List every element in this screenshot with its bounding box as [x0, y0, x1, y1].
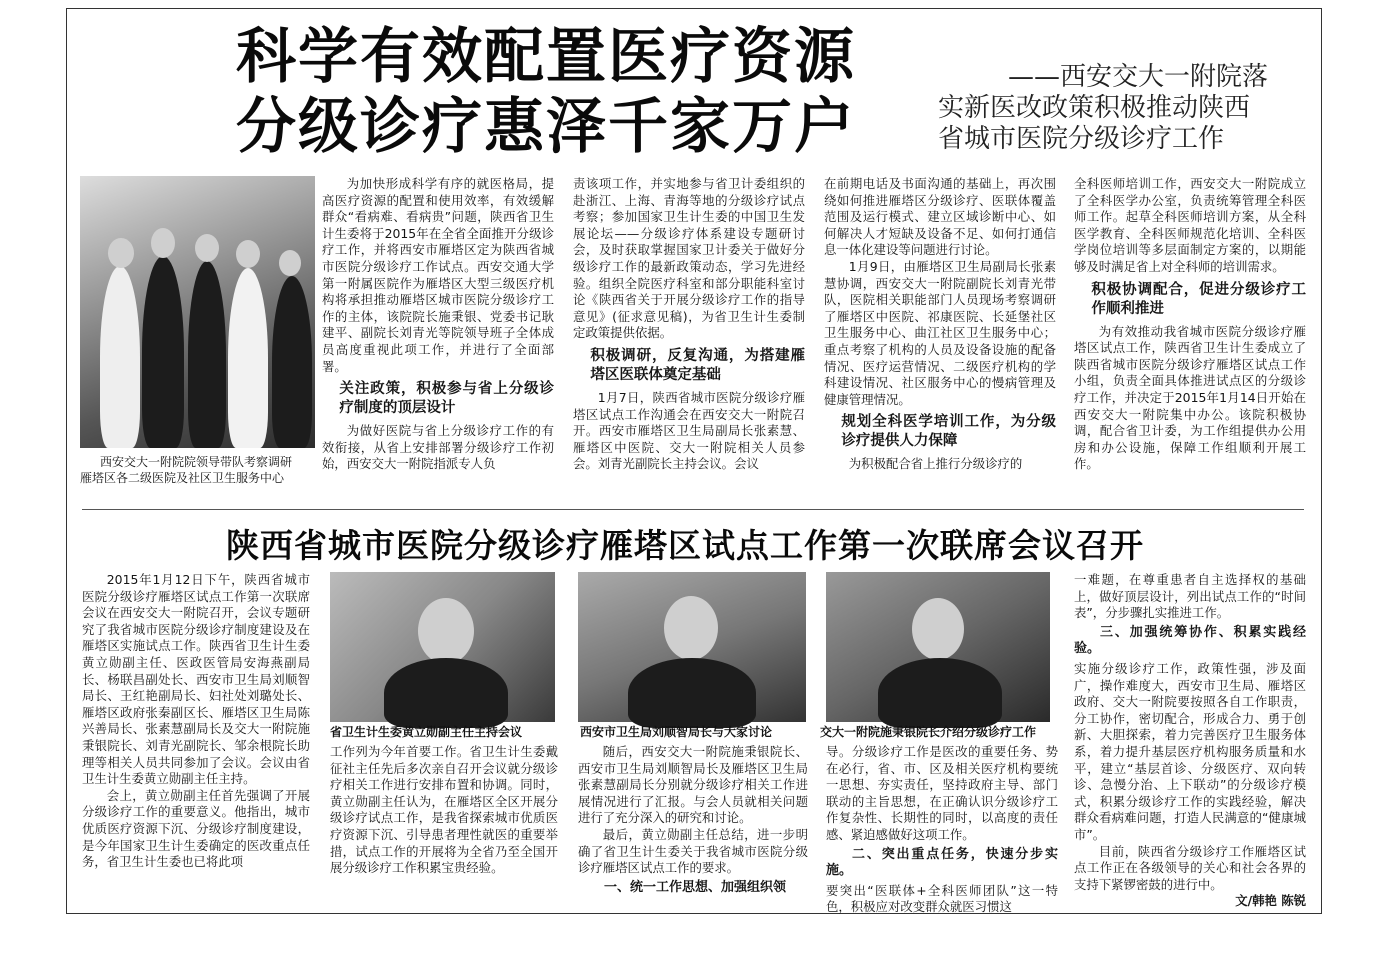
subheadline-line2: 实新医改政策积极推动陕西 — [938, 93, 1251, 123]
article-col-4 — [1074, 176, 1306, 501]
col2-paragraph-1: 责该项工作，并实地参与省卫计委组织的赴浙江、上海、青海等地的分级诊疗试点考察；参加国家卫生计生委的中国卫生发展论坛——分级诊疗体系建设专题研讨会，及时获取掌握国家卫计委关于做好分级诊疗工作的最新政策动态，学习先进经验。组织全院医疗科室和部分职能科室讨论《陕西省关于开展分级诊疗工作的指导意见》(征求意见稿)，为省卫生计生委制定政策提供依据。 — [573, 176, 805, 341]
meeting-col5-subhead: 三、加强统筹协作、积累实践经验。 — [1074, 624, 1306, 657]
meeting-col5-paragraph-3: 目前，陕西省分级诊疗工作雁塔区试点工作正在各级领导的关心和社会各界的支持下紧锣密鼓的进行中。 — [1074, 843, 1306, 892]
meeting-col4-subhead: 二、突出重点任务，快速分步实施。 — [826, 846, 1058, 879]
meeting-col-2 — [330, 744, 558, 904]
subheadline — [938, 62, 1288, 155]
meeting-col4-paragraph-1: 导。分级诊疗工作是医改的重要任务、势在必行，省、市、区及相关医疗机构要统一思想、夯实责任，坚持政府主导、部门联动的主旨思想，在正确认识分级诊疗工作复杂性、长期性的同时，以高度的责任感、紧迫感做好这项工作。 — [826, 744, 1058, 842]
photo-shi-bingyin-caption: 交大一附院施秉银院长介绍分级诊疗工作 — [820, 725, 1037, 739]
col4-subhead: 积极协调配合，促进分级诊疗工作顺利推进 — [1091, 281, 1306, 317]
col3-subhead: 规划全科医学培训工作，为分级诊疗提供人力保障 — [841, 414, 1056, 450]
photo-huang-lixun — [330, 572, 555, 722]
col1-paragraph-1: 为加快形成科学有序的就医格局，提高医疗资源的配置和使用效率，有效缓解群众“看病难、看病贵”问题，陕西省卫生计生委将于2015年在全省全面推开分级诊疗工作，并将西安市雁塔区定为陕西省城市医院分级诊疗工作试点。西安交通大学第一附属医院作为雁塔区大型三级医疗机构将承担推动雁塔区城市医院分级诊疗工作的主体，该院院长施秉银、党委书记耿建平、副院长刘青光等院领导班子全体成员高度重视此项工作，并进行了全面部署。 — [322, 176, 554, 374]
photo-liu-shunzhi-caption: 西安市卫生局刘顺智局长与大家讨论 — [580, 725, 773, 739]
byline: 文/韩艳 陈锐 — [1235, 893, 1306, 909]
photo-site-visit-caption-1: 西安交大一附院院领导带队考察调研 — [100, 455, 293, 469]
col4-paragraph-1: 全科医师培训工作，西安交大一附院成立了全科医学办公室，负责统筹管理全科医师工作。起草全科医师培训方案，从全科医学教育、全科医师规范化培训、全科医学岗位培训等多层面制定方案的，以期能够及时满足省上对全科师的培训需求。 — [1074, 176, 1306, 274]
col3-paragraph-1: 在前期电话及书面沟通的基础上，再次围绕如何推进雁塔区分级诊疗、医联体覆盖范围及运行模式、建立区域诊断中心、如何解决人才短缺及设备不足、如何打通信息一体化建设等问题进行讨论。 — [824, 176, 1056, 258]
meeting-col1-paragraph-2: 会上，黄立勋副主任首先强调了开展分级诊疗工作的重要意义。他指出，城市优质医疗资源下沉、分级诊疗制度建设，是今年国家卫生计生委确定的医改重点任务，省卫生计生委也已将此项 — [82, 787, 310, 870]
photo-huang-lixun-caption: 省卫生计生委黄立勋副主任主持会议 — [330, 725, 523, 739]
meeting-col3-subhead: 一、统一工作思想、加强组织领 — [604, 879, 787, 895]
meeting-col1-paragraph-1: 2015年1月12日下午，陕西省城市医院分级诊疗雁塔区试点工作第一次联席会议在西安交大一附院召开，会议专题研究了我省城市医院分级诊疗制度建设及在雁塔区实施试点工作。陕西省卫生计生委黄立勋副主任、医政医管局安海燕副局长、杨联昌副处长、西安市卫生局刘顺智局长、王红艳副局长、妇社处刘璐处长、雁塔区政府张秦副区长、雁塔区卫生局陈兴善局长、张素慧副局长及交大一附院施秉银院长、刘青光副院长、邹余根院长助理等相关人员共同参加了会议。会议由省卫生计生委黄立勋副主任主持。 — [82, 572, 310, 787]
headline-line1: 科学有效配置医疗资源 — [236, 22, 856, 92]
col3-paragraph-3: 为积极配合省上推行分级诊疗的 — [848, 456, 1023, 472]
meeting-col5-paragraph-1: 一难题，在尊重患者自主选择权的基础上，做好顶层设计，列出试点工作的“时间表”，分步骤扎实推进工作。 — [1074, 572, 1306, 621]
photo-site-visit — [80, 176, 315, 448]
col2-subhead: 积极调研，反复沟通，为搭建雁塔区医联体奠定基础 — [590, 347, 805, 383]
headline-line2: 分级诊疗惠泽千家万户 — [236, 92, 856, 162]
headline-meeting: 陕西省城市医院分级诊疗雁塔区试点工作第一次联席会议召开 — [226, 526, 1144, 565]
meeting-col5-paragraph-2: 实施分级诊疗工作，政策性强，涉及面广，操作难度大，西安市卫生局、雁塔区政府、交大一附院要按照各自工作职责，分工协作，密切配合，形成合力、勇于创新、大胆探索，着力完善医疗卫生服务体系，着力提升基层医疗机构服务质量和水平，建立“基层首诊、分级医疗、双向转诊、急慢分治、上下联动”的分级诊疗模式，积累分级诊疗工作的实践经验，解决群众看病难问题，打造人民满意的“健康城市”。 — [1074, 660, 1306, 842]
photo-site-visit-caption-2: 雁塔区各二级医院及社区卫生服务中心 — [80, 471, 285, 485]
meeting-col3-paragraph-2: 最后，黄立勋副主任总结，进一步明确了省卫生计生委关于我省城市医院分级诊疗雁塔区试点工作的要求。 — [578, 826, 808, 876]
photo-liu-shunzhi — [578, 572, 806, 722]
col1-paragraph-2: 为做好医院与省上分级诊疗工作的有效衔接，从省上安排部署分级诊疗工作初始，西安交大一附院指派专人负 — [322, 423, 554, 472]
meeting-col3-paragraph-1: 随后，西安交大一附院施秉银院长、西安市卫生局刘顺智局长及雁塔区卫生局张素慧副局长分别就分级诊疗相关工作进展情况进行了汇报。与会人员就相关问题进行了充分深入的研究和讨论。 — [578, 744, 808, 826]
section-divider — [82, 509, 1304, 510]
meeting-col-1 — [82, 572, 310, 902]
subheadline-line3: 省城市医院分级诊疗工作 — [938, 124, 1225, 154]
meeting-col2-paragraph-1: 工作列为今年首要工作。省卫生计生委戴征社主任先后多次亲自召开会议就分级诊疗相关工作进行安排布置和协调。同时，黄立勋副主任认为，在雁塔区全区开展分级诊疗试点工作，是我省探索城市优质医疗资源下沉、引导患者理性就医的重要举措，试点工作的开展将为全省乃至全国开展分级诊疗工作积累宝贵经验。 — [330, 744, 558, 876]
meeting-col-3 — [578, 744, 808, 904]
article-col-2 — [573, 176, 805, 488]
meeting-col4-paragraph-2: 要突出“医联体+全科医师团队”这一特色，积极应对改变群众就医习惯这 — [826, 882, 1058, 915]
meeting-col-5 — [1074, 572, 1306, 909]
col3-paragraph-2: 1月9日，由雁塔区卫生局副局长张素慧协调，西安交大一附院副院长刘青光带队，医院相关职能部门人员现场考察调研了雁塔区中医院、祁康医院、长延堡社区卫生服务中心、曲江社区卫生服务中心；重点考察了机构的人员及设备设施的配备情况、医疗运营情况、二级医疗机构的学科建设情况、社区服务中心的慢病管理及健康管理情况。 — [824, 258, 1056, 407]
subheadline-line1: ——西安交大一附院落 — [1008, 62, 1269, 92]
meeting-col-4 — [826, 744, 1058, 915]
article-col-1 — [322, 176, 554, 488]
col4-paragraph-2: 为有效推动我省城市医院分级诊疗雁塔区试点工作，陕西省卫生计生委成立了陕西省城市医院分级诊疗雁塔区试点工作小组，负责全面具体推进试点区的分级诊疗工作，并决定于2015年1月14日开始在西安交大一附院集中办公。该院积极协调，配合省卫计委，为工作组提供办公用房和办公设施，保障工作组顺利开展工作。 — [1074, 323, 1306, 472]
col2-paragraph-2: 1月7日，陕西省城市医院分级诊疗雁塔区试点工作沟通会在西安交大一附院召开。西安市雁塔区卫生局副局长张素慧、雁塔区中医院、交大一附院相关人员参会。刘青光副院长主持会议。会议 — [573, 389, 805, 472]
article-col-3 — [824, 176, 1056, 488]
photo-shi-bingyin — [826, 572, 1050, 722]
col1-subhead: 关注政策，积极参与省上分级诊疗制度的顶层设计 — [339, 381, 554, 417]
